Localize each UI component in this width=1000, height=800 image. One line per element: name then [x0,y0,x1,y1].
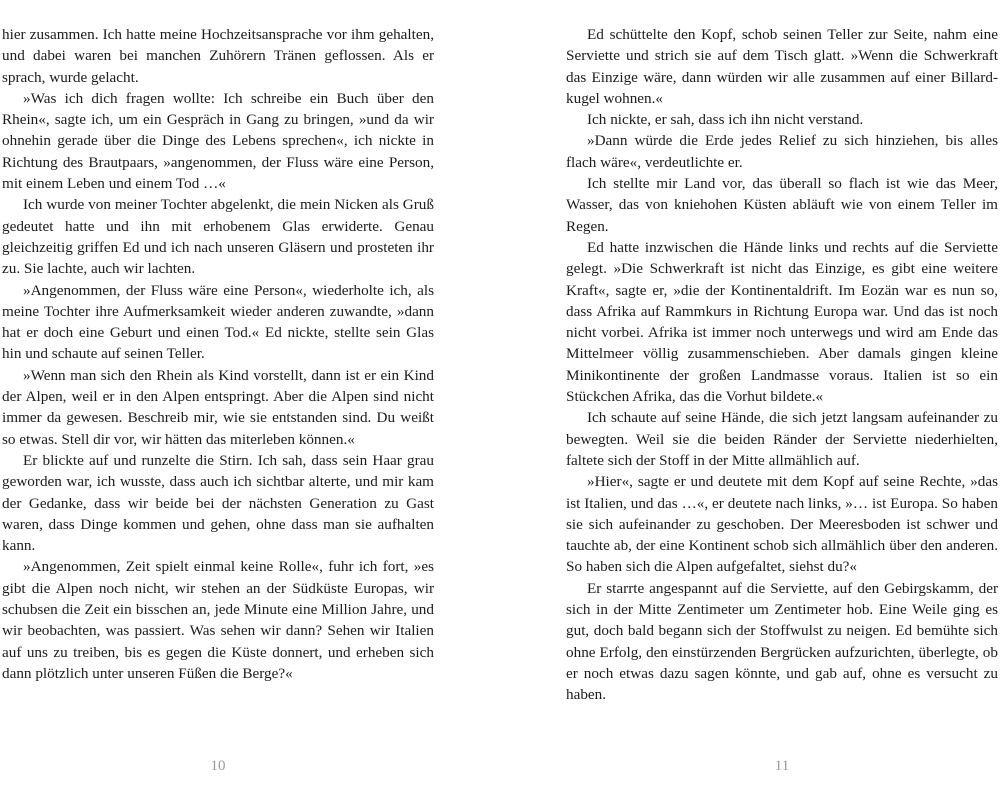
paragraph: »Wenn man sich den Rhein als Kind vorstellt, dann ist er ein Kind der Alpen, weil er in den Alpen entspringt. Aber die Alpen sind nicht immer da gewesen. Beschreib mir, wie sie entstanden sind. Du weißt so etwas. Stell dir vor, wir hätten das miterleben können.« [2,366,434,448]
paragraph: hier zusammen. Ich hatte meine Hochzeitsansprache vor ihm gehalten, und dabei waren bei manchen Zuhörern Tränen geflossen. Als er sprach, wurde gelacht. [2,26,434,86]
paragraph: »Angenommen, der Fluss wäre eine Person«, wiederholte ich, als meine Tochter ihre Aufmerksamkeit wieder anderen zuwandte, »dann hat er doch eine Geburt und einen Tod.« Ed nickte, stellte sein Glas hin und schaute auf seinen Teller. [2,281,434,363]
paragraph: »Angenommen, Zeit spielt einmal keine Rolle«, fuhr ich fort, »es gibt die Alpen noch nicht, wir stehen an der Südküste Europas, wir schubsen die Zeit ein bisschen an, jede Minute eine Million Jahre, und wir beobachten, was passiert. Was sehen wir dann? Sehen wir Italien auf uns zu treiben, bis es gegen die Küste donnert, und erheben sich dann plötzlich unter unseren Füßen die Berge?« [2,558,434,682]
paragraph: Ich nickte, er sah, dass ich ihn nicht verstand. [587,111,864,129]
paragraph: Ich schaute auf seine Hände, die sich jetzt langsam aufeinander zu bewegten. Weil sie die beiden Ränder der Serviette niederhielten, faltete sich der Stoff in der Mitte allmählich auf. [566,409,998,469]
paragraph: Er starrte angespannt auf die Serviette, auf den Gebirgskamm, der sich in der Mitte Zentimeter um Zentimeter hob. Eine Weile ging es gut, doch bald begann sich der Stoffwulst zu neigen. Ed bemühte sich ohne Erfolg, den einstürzenden Bergrücken aufzurichten, überlegte, ob er noch etwas dazu sagen könnte, und gab auf, ohne es versucht zu haben. [566,579,998,704]
paragraph: Ich stellte mir Land vor, das überall so flach ist wie das Meer, Wasser, das von kniehohen Küsten abläuft wie von einem Teller im Regen. [566,175,998,235]
left-page-text [2,24,434,684]
paragraph: »Hier«, sagte er und deutete mit dem Kopf auf seine Rechte, »das ist Italien, und das …«, er deutete nach links, »… ist Europa. So haben sie sich aufeinander zu geschoben. Der Meeresboden ist schwer und tauchte ab, der eine Kontinent schob sich allmählich über den anderen. So haben sich die Alpen aufgefaltet, siehst du?« [566,473,998,576]
paragraph: »Was ich dich fragen wollte: Ich schreibe ein Buch über den Rhein«, sagte ich, um ein Gespräch in Gang zu bringen, »und da wir ohnehin gerade über die Dinge des Lebens sprechen«, ich nickte in Richtung des Brautpaars, »angenommen, der Fluss wäre eine Person, mit einem Leben und einem Tod …« [2,89,434,193]
page-number-right: 11 [774,758,790,774]
paragraph: Ed schüttelte den Kopf, schob seinen Teller zur Seite, nahm eine Serviette und strich sie auf dem Tisch glatt. »Wenn die Schwerkraft das Einzige wäre, dann würden wir alle zusammen auf einer Billardkugel wohnen.« [566,26,998,107]
paragraph: »Dann würde die Erde jedes Relief zu sich hinziehen, bis alles flach wäre«, verdeutlichte er. [566,132,998,171]
page-number-left: 10 [210,758,226,774]
paragraph: Ich wurde von meiner Tochter abgelenkt, die mein Nicken als Gruß gedeutet hatte und ihn mit erhobenem Glas erwiderte. Genau gleichzeitig griffen Ed und ich nach unseren Gläsern und prosteten ihr zu. Sie lachte, auch wir lachten. [2,196,434,278]
right-page-text [566,24,998,706]
paragraph: Ed hatte inzwischen die Hände links und rechts auf die Serviette gelegt. »Die Schwerkraft ist nicht das Einzige, es gibt eine weitere Kraft«, sagte er, »die der Kontinentaldrift. Im Eozän war es nun so, dass Afrika auf Rammkurs in Richtung Europa war. Und das ist noch nicht vorbei. Afrika ist immer noch unterwegs und wird am Ende das Mittelmeer völlig zusammenschieben. Aber damals gingen kleine Minikontinente der großen Landmasse voraus. Italien ist so ein Stückchen Afrika, das die Vorhut bildete.« [566,238,998,406]
paragraph: Er blickte auf und runzelte die Stirn. Ich sah, dass sein Haar grau geworden war, ich wusste, dass auch ich sichtbar alterte, und mir kam der Gedanke, dass wir beide bei der nächsten Generation zu Gast waren, dass Dinge kommen und gehen, ohne dass man sie aufhalten kann. [2,451,434,555]
